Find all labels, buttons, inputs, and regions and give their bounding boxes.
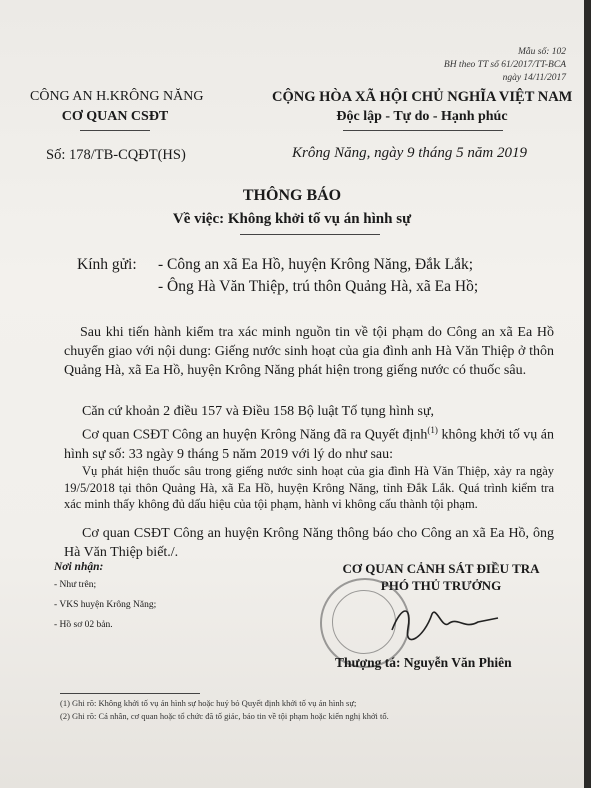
country-name: CỘNG HÒA XÃ HỘI CHỦ NGHĨA VIỆT NAM [272, 89, 573, 105]
recipients-list-label: Nơi nhận: [54, 561, 104, 573]
title-underline [240, 234, 380, 235]
org-name: CƠ QUAN CSĐT [61, 109, 169, 124]
signer-name: Thượng tá: Nguyễn Văn Phiên [335, 655, 512, 670]
form-circular: BH theo TT số 61/2017/TT-BCA [443, 60, 566, 70]
doc-subject [0, 211, 584, 228]
form-circular-date: ngày 14/11/2017 [502, 73, 566, 83]
place-date: Krông Năng, ngày 9 tháng 5 năm 2019 [292, 145, 528, 161]
subject-prefix: Về việc: [172, 211, 225, 227]
paragraph-legal-basis: Căn cứ khoản 2 điều 157 và Điều 158 Bộ luật Tố tụng hình sự, [82, 404, 435, 419]
subject-text: Không khởi tố vụ án hình sự [227, 211, 412, 227]
footnote-divider [60, 693, 200, 694]
footnote-1: (1) Ghi rõ: Không khởi tố vụ án hình sự hoặc huỷ bỏ Quyết định khởi tố vụ án hình sự; [60, 698, 357, 708]
form-number: Mẫu số: 102 [517, 47, 566, 57]
recipient-item: - Ông Hà Văn Thiệp, trú thôn Quảng Hà, xã Ea Hồ; [158, 278, 479, 295]
recipients-list [54, 578, 156, 632]
decision-text-a: Cơ quan CSĐT Công an huyện Krông Năng đã ra Quyết định [82, 427, 428, 443]
doc-title: THÔNG BÁO [242, 187, 342, 204]
signature-agency: CƠ QUAN CẢNH SÁT ĐIỀU TRA [342, 561, 540, 576]
recipients-label: Kính gửi: [77, 256, 137, 273]
paragraph-decision [64, 421, 554, 464]
motto: Độc lập - Tự do - Hạnh phúc [336, 109, 508, 124]
decision-text-b: không khởi tố vụ án hình sự số: 33 ngày 9 tháng 5 năm 2019 với lý do như sau: [64, 427, 554, 462]
paragraph-conclusion: Cơ quan CSĐT Công an huyện Krông Năng thông báo cho Công an xã Ea Hồ, ông Hà Văn Thiệp biết./. [64, 526, 554, 560]
paragraph-intro: Sau khi tiến hành kiểm tra xác minh nguồn tin về tội phạm do Công an xã Ea Hồ chuyển giao với nội dung: Giếng nước sinh hoạt của gia đình anh Hà Văn Thiệp ở thôn Quảng Hà, xã Ea Hồ, huyện Krông Năng phát hiện trong giếng nước có thuốc sâu. [64, 325, 554, 378]
motto-underline [343, 130, 503, 131]
handwritten-signature-icon [388, 598, 508, 648]
footnote-marker: (1) [427, 425, 438, 435]
paragraph-reason: Vụ phát hiện thuốc sâu trong giếng nước sinh hoạt của gia đình Hà Văn Thiệp, xảy ra ngày 19/5/2018 tại thôn Quảng Hà, xã Ea Hồ, huyện Krông Năng, tỉnh Đắk Lắk. Quá trình kiểm tra xác minh thấy không đủ dấu hiệu của tội phạm, hành vi không cấu thành tội phạm. [64, 464, 554, 511]
recipients-list-item: - Như trên; [54, 580, 97, 590]
recipient-item: - Công an xã Ea Hồ, huyện Krông Năng, Đắk Lắk; [158, 256, 474, 273]
org-parent: CÔNG AN H.KRÔNG NĂNG [30, 89, 204, 104]
signature-position: PHÓ THỦ TRƯỞNG [380, 578, 502, 593]
org-underline [80, 130, 150, 131]
recipients-list-item: - VKS huyện Krông Năng; [54, 600, 157, 610]
recipients-list-item: - Hồ sơ 02 bản. [54, 620, 113, 630]
form-code [444, 46, 566, 85]
footnote-2: (2) Ghi rõ: Cá nhân, cơ quan hoặc tổ chức đã tố giác, báo tin về tội phạm hoặc kiến nghị khởi tố. [60, 711, 389, 721]
doc-number: Số: 178/TB-CQĐT(HS) [46, 147, 186, 163]
